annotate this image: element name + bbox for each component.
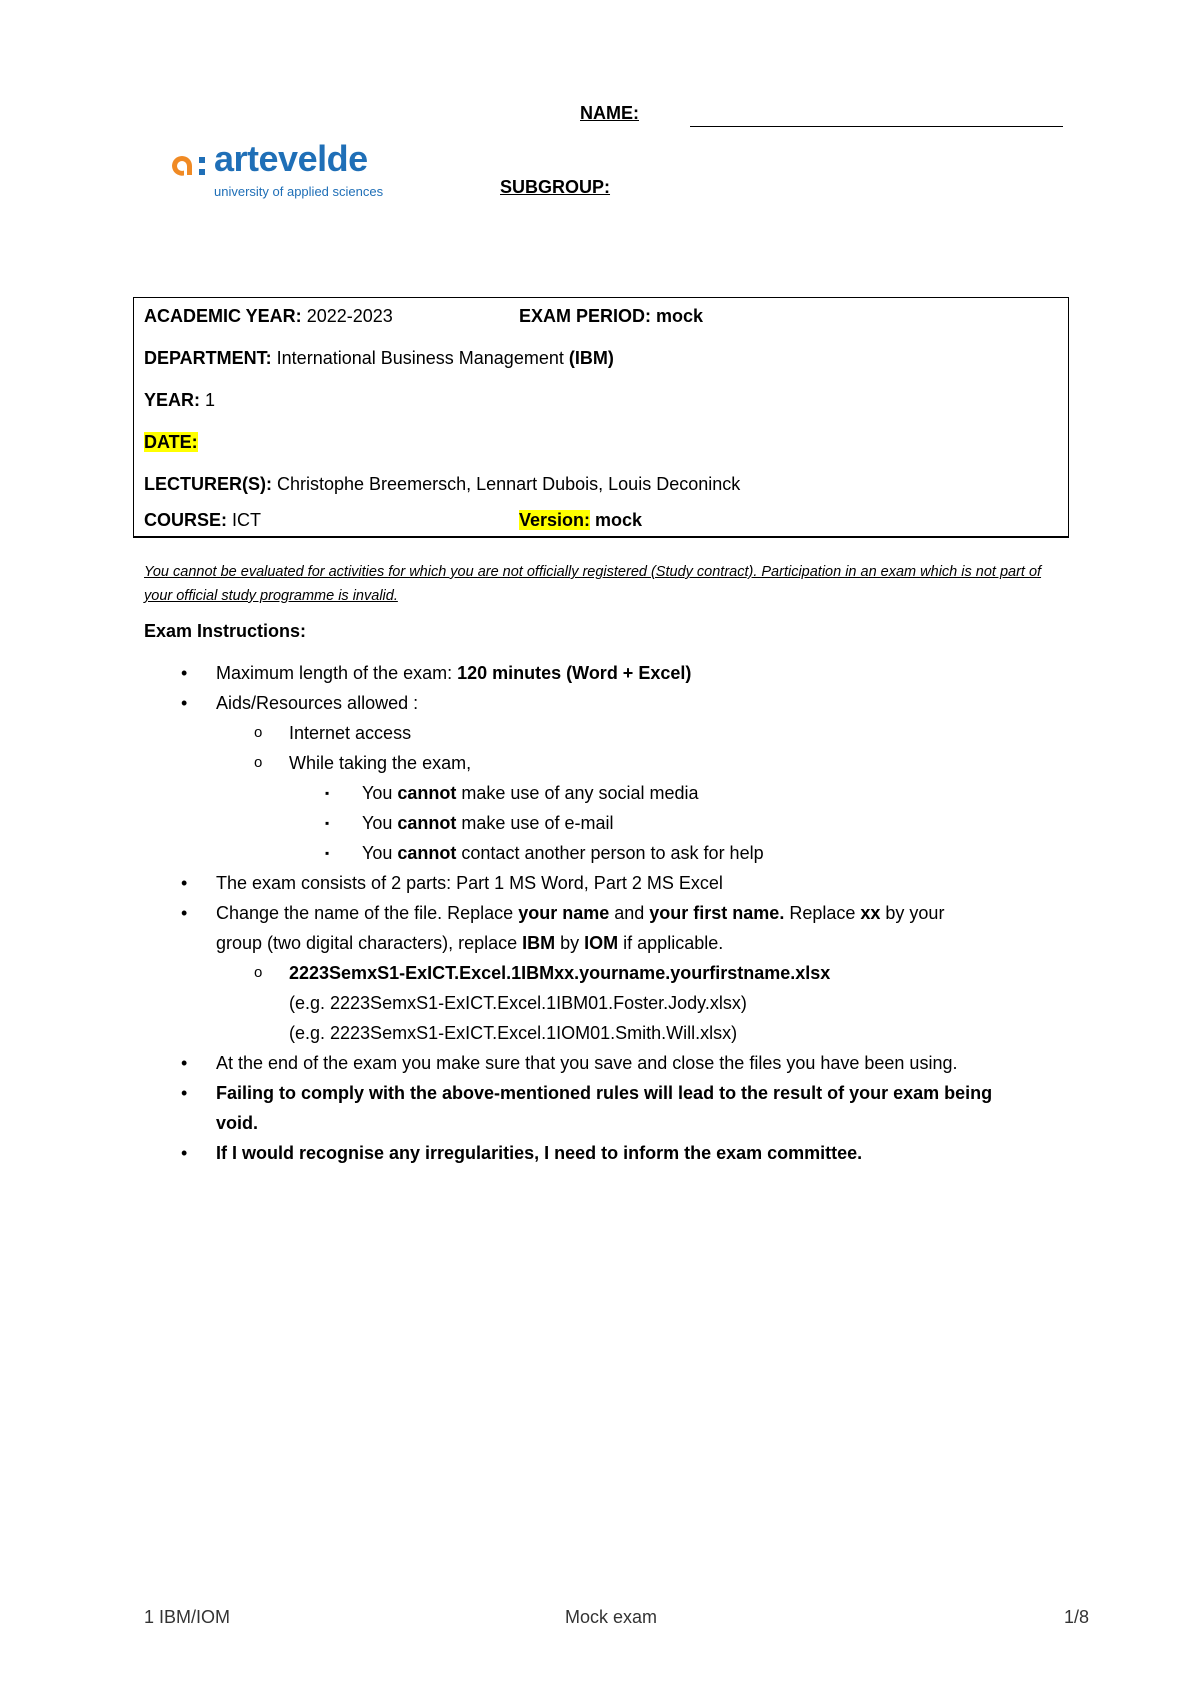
name-label: NAME:: [580, 103, 639, 123]
lecturers-value: Christophe Breemersch, Lennart Dubois, Louis Deconinck: [272, 474, 741, 494]
version-value: mock: [590, 510, 643, 530]
year-label: YEAR:: [144, 390, 201, 410]
list-item: Internet access: [289, 723, 412, 743]
list-item: [216, 898, 944, 928]
bullet-icon: •: [181, 1143, 188, 1163]
bullet-icon: •: [181, 1053, 188, 1073]
list-item-text: You: [362, 813, 398, 833]
list-item: At the end of the exam you make sure that you save and close the files you have been using.: [216, 1053, 958, 1073]
sub-bullet-icon: o: [254, 724, 263, 741]
list-item-text: make use of any social media: [456, 783, 699, 803]
list-item: [362, 778, 699, 808]
list-item-emphasis: IBM: [522, 933, 556, 953]
list-item-emphasis: your name: [518, 903, 610, 923]
date-row: [144, 432, 198, 453]
subgroup-label: SUBGROUP:: [500, 177, 611, 197]
list-item-text: group (two digital characters), replace: [216, 933, 523, 953]
name-line: [690, 126, 1063, 127]
bullet-icon: •: [181, 1083, 188, 1103]
list-item-emphasis: your first name.: [649, 903, 785, 923]
academic-year-value: 2022-2023: [301, 306, 393, 326]
disclaimer-text: You cannot be evaluated for activities for which you are not officially registered (Study contract). Participation in an exam which is not part of your official study programme is invalid.: [144, 564, 1042, 604]
lecturers-row: [144, 474, 740, 495]
logo-mark-icon: [168, 152, 210, 180]
lecturers-label: LECTURER(S):: [144, 474, 272, 494]
list-item-emphasis: xx: [860, 903, 881, 923]
sub-bullet-icon: o: [254, 964, 263, 981]
artevelde-logo: [168, 138, 408, 202]
list-item-emphasis: cannot: [397, 843, 457, 863]
course-row: [144, 510, 643, 531]
list-item: [216, 658, 691, 688]
year-row: [144, 390, 215, 411]
filename-format: 2223SemxS1-ExICT.Excel.1IBMxx.yourname.yourfirstname.xlsx: [289, 963, 831, 983]
course-label: COURSE:: [144, 510, 228, 530]
bullet-icon: •: [181, 903, 188, 923]
bullet-icon: •: [181, 693, 188, 713]
year-value: 1: [200, 390, 216, 410]
department-value: International Business Management: [271, 348, 569, 368]
square-bullet-icon: ▪: [325, 786, 330, 800]
footer-left: 1 IBM/IOM: [144, 1607, 231, 1627]
department-row: [144, 348, 614, 369]
exam-info-box: [133, 297, 1069, 538]
list-item: [362, 838, 764, 868]
list-item-text: contact another person to ask for help: [456, 843, 764, 863]
bullet-icon: •: [181, 873, 188, 893]
page-number: 1/8: [1064, 1607, 1090, 1627]
square-bullet-icon: ▪: [325, 816, 330, 830]
version-label: Version:: [519, 510, 591, 530]
department-abbr: (IBM): [568, 348, 614, 368]
list-item: Aids/Resources allowed :: [216, 693, 419, 713]
list-item-text: make use of e-mail: [456, 813, 614, 833]
list-item-text: if applicable.: [618, 933, 724, 953]
list-item-emphasis: cannot: [397, 813, 457, 833]
square-bullet-icon: ▪: [325, 846, 330, 860]
list-item-text: You: [362, 843, 398, 863]
exam-period-label: EXAM PERIOD:: [519, 306, 652, 326]
list-item-text: and: [609, 903, 650, 923]
list-item: [362, 808, 613, 838]
list-item-text: by: [555, 933, 585, 953]
academic-year-row: [144, 306, 704, 327]
instructions-title: Exam Instructions:: [144, 621, 307, 641]
version: [519, 510, 642, 531]
exam-period-value: mock: [651, 306, 704, 326]
exam-period: [519, 306, 703, 327]
list-item: While taking the exam,: [289, 753, 472, 773]
footer-center: Mock exam: [565, 1607, 658, 1627]
list-item: Failing to comply with the above-mentioned rules will lead to the result of your exam being: [216, 1083, 993, 1103]
list-item-text: You: [362, 783, 398, 803]
sub-bullet-icon: o: [254, 754, 263, 771]
list-item-text: Maximum length of the exam:: [216, 663, 458, 683]
academic-year-label: ACADEMIC YEAR:: [144, 306, 302, 326]
department-label: DEPARTMENT:: [144, 348, 272, 368]
logo-subtitle: university of applied sciences: [214, 184, 384, 199]
list-item-continuation: [216, 928, 723, 958]
filename-example-iom: (e.g. 2223SemxS1-ExICT.Excel.1IOM01.Smith.Will.xlsx): [289, 1023, 738, 1043]
course-value: ICT: [227, 510, 262, 530]
list-item-emphasis: cannot: [397, 783, 457, 803]
list-item: If I would recognise any irregularities, I need to inform the exam committee.: [216, 1143, 863, 1163]
filename-example-ibm: (e.g. 2223SemxS1-ExICT.Excel.1IBM01.Foster.Jody.xlsx): [289, 993, 747, 1013]
date-label: DATE:: [144, 432, 198, 452]
exam-duration: 120 minutes (Word + Excel): [457, 663, 692, 683]
list-item: The exam consists of 2 parts: Part 1 MS Word, Part 2 MS Excel: [216, 873, 723, 893]
list-item-text: by your: [880, 903, 945, 923]
logo-text: artevelde: [214, 138, 368, 179]
list-item-text: Change the name of the file. Replace: [216, 903, 519, 923]
bullet-icon: •: [181, 663, 188, 683]
list-item-emphasis: IOM: [584, 933, 619, 953]
list-item-text: Replace: [784, 903, 861, 923]
list-item-continuation: void.: [216, 1113, 259, 1133]
